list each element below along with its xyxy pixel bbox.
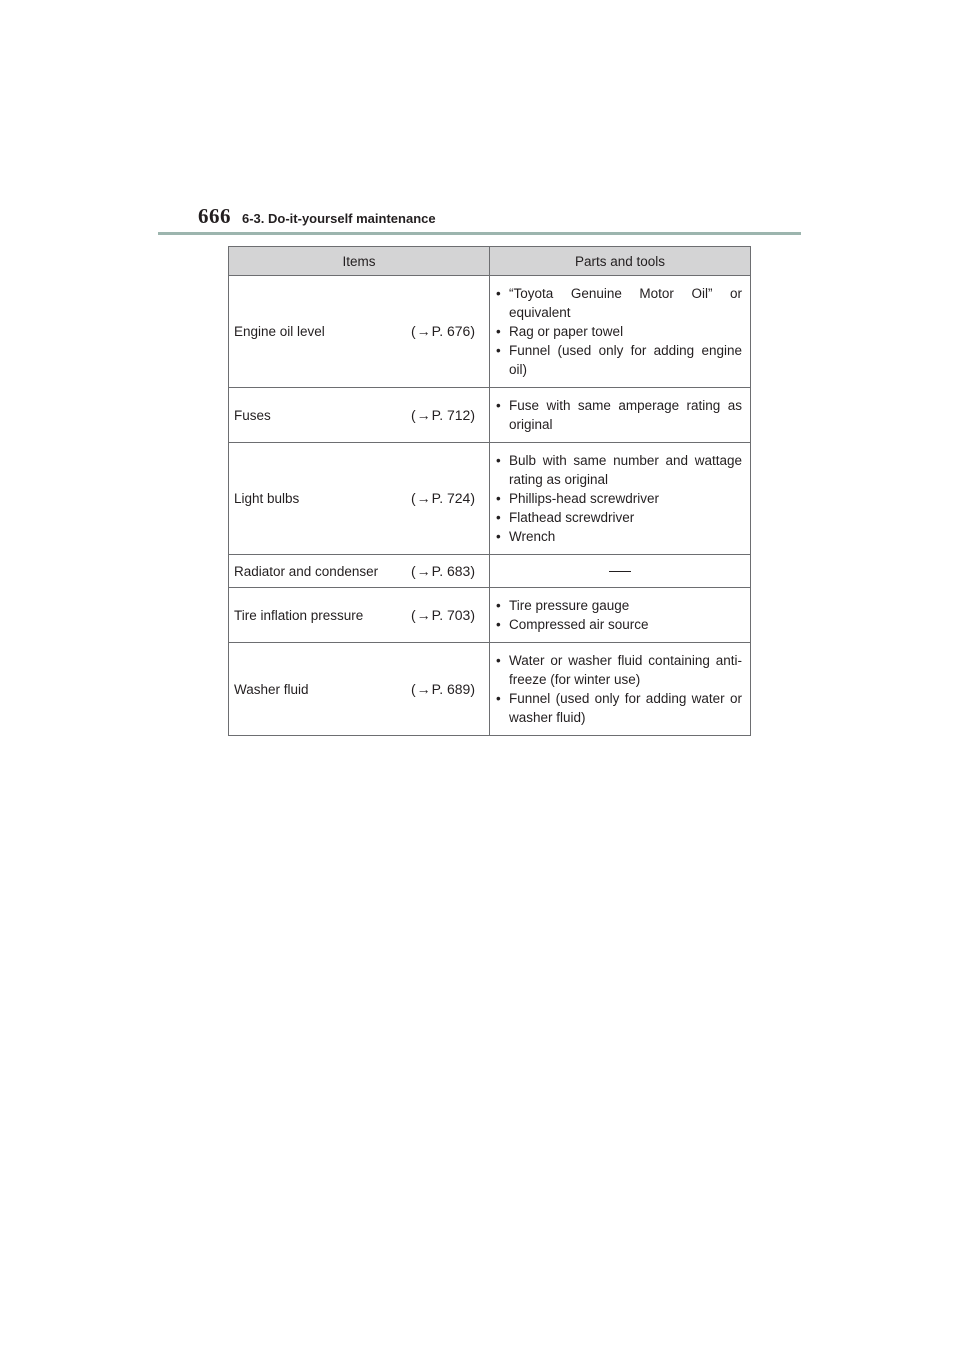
tools-list [496, 651, 742, 727]
tool-item [496, 284, 742, 322]
ref-close-paren: ) [470, 562, 475, 579]
tool-text: Wrench [509, 529, 556, 544]
item-cell [229, 643, 490, 736]
ref-close-paren: ) [470, 606, 475, 623]
ref-close-paren: ) [470, 680, 475, 697]
column-header-parts-and-tools: Parts and tools [490, 247, 751, 276]
tools-cell [490, 443, 751, 555]
tool-item [496, 489, 742, 508]
bullet-icon: • [496, 324, 501, 339]
tool-text: Bulb with same number and wattage rating as original [509, 453, 742, 487]
tool-item [496, 596, 742, 615]
right-arrow-icon: → [416, 606, 431, 623]
bullet-icon: • [496, 529, 501, 544]
ref-page: P. 676 [431, 323, 471, 339]
maintenance-table [228, 246, 751, 736]
table-header-row [229, 247, 751, 276]
page-reference [411, 606, 475, 625]
ref-page: P. 703 [431, 606, 471, 623]
tools-list [496, 451, 742, 546]
tool-text: Rag or paper towel [509, 324, 624, 339]
ref-page: P. 712 [431, 406, 471, 423]
tools-cell [490, 643, 751, 736]
ref-page: P. 689 [431, 680, 471, 697]
tools-list [496, 596, 742, 634]
item-name: Washer fluid [234, 681, 309, 697]
bullet-icon: • [496, 510, 501, 525]
tool-item [496, 341, 742, 379]
tool-text: Water or washer fluid containing anti-freeze (for winter use) [509, 653, 742, 687]
tool-item [496, 651, 742, 689]
page-reference [411, 322, 475, 341]
tool-text: Flathead screwdriver [509, 510, 635, 525]
item-name: Engine oil level [234, 324, 325, 339]
ref-page: P. 724 [431, 490, 471, 506]
item-name: Tire inflation pressure [234, 607, 364, 623]
tool-item [496, 322, 742, 341]
page-reference [411, 406, 475, 425]
ref-open-paren: ( [410, 323, 416, 339]
tools-cell [490, 588, 751, 643]
right-arrow-icon: → [416, 323, 431, 339]
page-reference [411, 680, 475, 699]
ref-page: P. 683 [431, 562, 471, 579]
dash-mark [609, 571, 631, 572]
tools-cell [490, 388, 751, 443]
bullet-icon: • [496, 617, 501, 632]
tool-item [496, 451, 742, 489]
page-number: 666 [198, 204, 231, 228]
bullet-icon: • [496, 398, 501, 413]
bullet-icon: • [496, 691, 501, 706]
tool-item [496, 508, 742, 527]
item-cell [229, 443, 490, 555]
item-cell [229, 276, 490, 388]
right-arrow-icon: → [416, 490, 431, 506]
tools-list [496, 284, 742, 379]
tools-list [496, 396, 742, 434]
bullet-icon: • [496, 453, 501, 468]
ref-open-paren: ( [410, 406, 416, 423]
ref-open-paren: ( [410, 606, 416, 623]
table-row [229, 555, 751, 588]
ref-close-paren: ) [470, 406, 475, 423]
page-reference [411, 562, 475, 581]
tool-text: “Toyota Genuine Motor Oil” or equivalent [509, 286, 742, 320]
tool-item [496, 396, 742, 434]
tool-item [496, 615, 742, 634]
no-tools-cell [490, 555, 751, 588]
column-header-items: Items [229, 247, 490, 276]
ref-close-paren: ) [470, 490, 475, 506]
tool-text: Compressed air source [509, 617, 649, 632]
item-name: Fuses [234, 407, 271, 423]
header-rule [158, 232, 801, 235]
item-cell [229, 555, 490, 588]
tools-cell [490, 276, 751, 388]
right-arrow-icon: → [416, 562, 431, 579]
bullet-icon: • [496, 343, 501, 358]
table-row [229, 388, 751, 443]
item-name: Light bulbs [234, 491, 300, 506]
table-row [229, 276, 751, 388]
item-cell [229, 588, 490, 643]
tool-item [496, 689, 742, 727]
table-row [229, 443, 751, 555]
tool-text: Fuse with same amperage rating as original [509, 398, 742, 432]
ref-open-paren: ( [410, 490, 416, 506]
ref-open-paren: ( [410, 680, 416, 697]
ref-open-paren: ( [410, 562, 416, 579]
table-row [229, 588, 751, 643]
section-title: 6-3. Do-it-yourself maintenance [242, 211, 436, 226]
ref-close-paren: ) [470, 323, 475, 339]
tool-text: Tire pressure gauge [509, 598, 630, 613]
table-body [229, 276, 751, 736]
item-cell [229, 388, 490, 443]
right-arrow-icon: → [416, 406, 431, 423]
tool-text: Funnel (used only for adding engine oil) [509, 343, 742, 377]
bullet-icon: • [496, 286, 501, 301]
bullet-icon: • [496, 598, 501, 613]
page-reference [411, 489, 475, 508]
table-row [229, 643, 751, 736]
bullet-icon: • [496, 491, 501, 506]
page-header [198, 204, 436, 232]
bullet-icon: • [496, 653, 501, 668]
tool-text: Phillips-head screwdriver [509, 491, 660, 506]
item-name: Radiator and condenser [234, 563, 379, 579]
tool-text: Funnel (used only for adding water or washer fluid) [509, 691, 742, 725]
tool-item [496, 527, 742, 546]
right-arrow-icon: → [416, 680, 431, 697]
